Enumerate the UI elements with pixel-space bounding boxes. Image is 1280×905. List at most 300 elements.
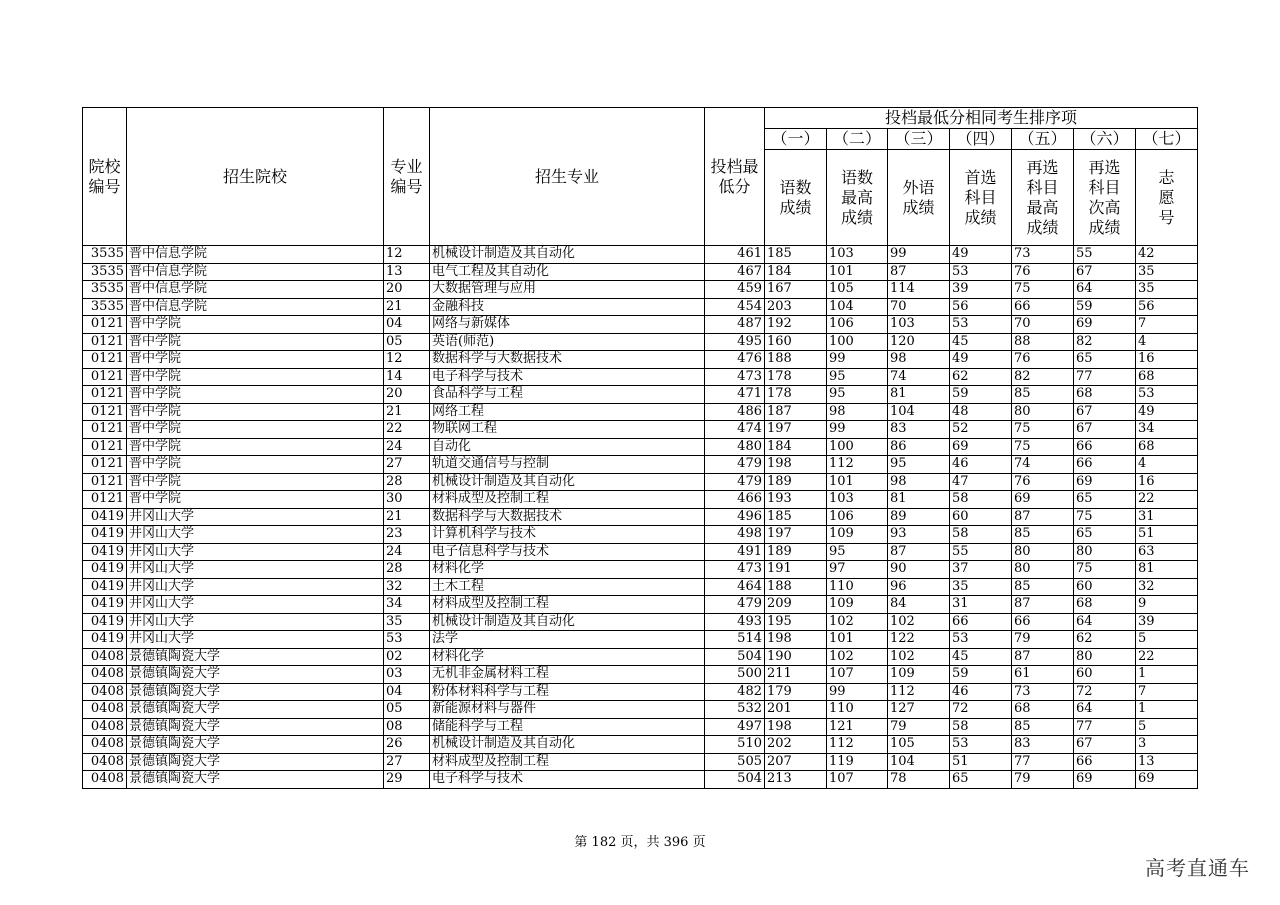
cell-second-subject-second: 69 xyxy=(1074,473,1136,491)
cell-preference-number: 69 xyxy=(1136,771,1198,789)
cell-chinese-math-max: 101 xyxy=(827,473,888,491)
cell-chinese-math-max: 95 xyxy=(827,386,888,404)
cell-major-code: 04 xyxy=(384,316,430,334)
cell-major-name: 英语(师范) xyxy=(430,333,705,351)
cell-major-code: 27 xyxy=(384,456,430,474)
cell-preference-number: 35 xyxy=(1136,281,1198,299)
cell-major-name: 新能源材料与器件 xyxy=(430,701,705,719)
cell-min-score: 504 xyxy=(705,648,765,666)
table-row xyxy=(83,631,1198,649)
cell-first-subject-score: 66 xyxy=(950,613,1012,631)
table-row xyxy=(83,736,1198,754)
cell-preference-number: 22 xyxy=(1136,648,1198,666)
header-tiebreak-label: 语数成绩 xyxy=(765,150,827,246)
cell-major-name: 储能科学与工程 xyxy=(430,718,705,736)
cell-chinese-math-score: 198 xyxy=(765,456,827,474)
cell-chinese-math-score: 184 xyxy=(765,438,827,456)
cell-min-score: 510 xyxy=(705,736,765,754)
cell-second-subject-second: 65 xyxy=(1074,526,1136,544)
cell-chinese-math-score: 191 xyxy=(765,561,827,579)
cell-first-subject-score: 69 xyxy=(950,438,1012,456)
cell-school-name: 晋中学院 xyxy=(127,438,384,456)
header-tiebreak-index: （二） xyxy=(827,129,888,150)
header-tiebreak-index: （四） xyxy=(950,129,1012,150)
cell-min-score: 480 xyxy=(705,438,765,456)
cell-second-subject-max: 75 xyxy=(1012,281,1074,299)
cell-school-code: 3535 xyxy=(83,246,127,264)
cell-foreign-lang-score: 122 xyxy=(888,631,950,649)
cell-chinese-math-max: 107 xyxy=(827,666,888,684)
cell-foreign-lang-score: 81 xyxy=(888,386,950,404)
cell-chinese-math-score: 213 xyxy=(765,771,827,789)
cell-preference-number: 35 xyxy=(1136,263,1198,281)
table-row xyxy=(83,386,1198,404)
cell-second-subject-second: 75 xyxy=(1074,508,1136,526)
cell-first-subject-score: 53 xyxy=(950,263,1012,281)
cell-school-code: 0419 xyxy=(83,526,127,544)
cell-major-name: 大数据管理与应用 xyxy=(430,281,705,299)
cell-chinese-math-max: 106 xyxy=(827,316,888,334)
cell-chinese-math-max: 98 xyxy=(827,403,888,421)
cell-first-subject-score: 49 xyxy=(950,246,1012,264)
cell-school-name: 井冈山大学 xyxy=(127,596,384,614)
header-tiebreak-index: （三） xyxy=(888,129,950,150)
cell-chinese-math-score: 178 xyxy=(765,386,827,404)
cell-chinese-math-score: 203 xyxy=(765,298,827,316)
cell-chinese-math-max: 99 xyxy=(827,683,888,701)
cell-second-subject-max: 85 xyxy=(1012,386,1074,404)
table-row xyxy=(83,368,1198,386)
cell-preference-number: 68 xyxy=(1136,438,1198,456)
table-row xyxy=(83,281,1198,299)
table-row xyxy=(83,473,1198,491)
cell-preference-number: 51 xyxy=(1136,526,1198,544)
cell-second-subject-max: 79 xyxy=(1012,771,1074,789)
cell-min-score: 476 xyxy=(705,351,765,369)
cell-chinese-math-max: 121 xyxy=(827,718,888,736)
cell-min-score: 491 xyxy=(705,543,765,561)
cell-major-name: 机械设计制造及其自动化 xyxy=(430,613,705,631)
cell-major-name: 材料化学 xyxy=(430,561,705,579)
cell-first-subject-score: 53 xyxy=(950,736,1012,754)
cell-min-score: 479 xyxy=(705,473,765,491)
cell-second-subject-second: 67 xyxy=(1074,421,1136,439)
cell-foreign-lang-score: 81 xyxy=(888,491,950,509)
header-tiebreak-label: 外语成绩 xyxy=(888,150,950,246)
table-row xyxy=(83,771,1198,789)
cell-school-code: 0419 xyxy=(83,631,127,649)
header-tiebreak-label: 首选科目成绩 xyxy=(950,150,1012,246)
cell-preference-number: 22 xyxy=(1136,491,1198,509)
cell-school-name: 晋中信息学院 xyxy=(127,298,384,316)
table-row xyxy=(83,543,1198,561)
cell-chinese-math-max: 102 xyxy=(827,648,888,666)
cell-min-score: 461 xyxy=(705,246,765,264)
cell-major-code: 34 xyxy=(384,596,430,614)
cell-second-subject-max: 76 xyxy=(1012,263,1074,281)
cell-chinese-math-max: 110 xyxy=(827,701,888,719)
cell-min-score: 467 xyxy=(705,263,765,281)
cell-second-subject-max: 76 xyxy=(1012,473,1074,491)
cell-second-subject-max: 68 xyxy=(1012,701,1074,719)
header-school-code: 院校编号 xyxy=(83,108,127,246)
cell-school-code: 0408 xyxy=(83,736,127,754)
cell-major-name: 法学 xyxy=(430,631,705,649)
header-major-code: 专业编号 xyxy=(384,108,430,246)
cell-school-code: 3535 xyxy=(83,298,127,316)
cell-min-score: 459 xyxy=(705,281,765,299)
cell-chinese-math-max: 101 xyxy=(827,263,888,281)
cell-major-name: 金融科技 xyxy=(430,298,705,316)
table-row xyxy=(83,613,1198,631)
cell-second-subject-max: 66 xyxy=(1012,298,1074,316)
cell-school-name: 景德镇陶瓷大学 xyxy=(127,683,384,701)
cell-school-code: 0419 xyxy=(83,508,127,526)
cell-chinese-math-score: 197 xyxy=(765,526,827,544)
table-row xyxy=(83,561,1198,579)
cell-second-subject-max: 74 xyxy=(1012,456,1074,474)
cell-major-code: 04 xyxy=(384,683,430,701)
cell-chinese-math-score: 192 xyxy=(765,316,827,334)
cell-major-code: 20 xyxy=(384,386,430,404)
cell-major-code: 02 xyxy=(384,648,430,666)
cell-school-code: 3535 xyxy=(83,281,127,299)
cell-second-subject-max: 61 xyxy=(1012,666,1074,684)
cell-first-subject-score: 65 xyxy=(950,771,1012,789)
cell-foreign-lang-score: 102 xyxy=(888,648,950,666)
cell-second-subject-second: 72 xyxy=(1074,683,1136,701)
cell-second-subject-max: 83 xyxy=(1012,736,1074,754)
header-tiebreak-label: 再选科目最高成绩 xyxy=(1012,150,1074,246)
cell-first-subject-score: 60 xyxy=(950,508,1012,526)
table-row xyxy=(83,333,1198,351)
cell-min-score: 454 xyxy=(705,298,765,316)
cell-preference-number: 4 xyxy=(1136,456,1198,474)
cell-school-name: 井冈山大学 xyxy=(127,526,384,544)
cell-first-subject-score: 59 xyxy=(950,386,1012,404)
watermark-text: 高考直通车 xyxy=(1145,856,1250,880)
cell-first-subject-score: 51 xyxy=(950,753,1012,771)
cell-foreign-lang-score: 78 xyxy=(888,771,950,789)
cell-major-code: 12 xyxy=(384,351,430,369)
cell-chinese-math-score: 198 xyxy=(765,718,827,736)
cell-major-code: 14 xyxy=(384,368,430,386)
table-row xyxy=(83,508,1198,526)
cell-major-code: 21 xyxy=(384,508,430,526)
cell-second-subject-max: 73 xyxy=(1012,683,1074,701)
cell-second-subject-max: 80 xyxy=(1012,543,1074,561)
cell-first-subject-score: 49 xyxy=(950,351,1012,369)
cell-min-score: 500 xyxy=(705,666,765,684)
cell-foreign-lang-score: 83 xyxy=(888,421,950,439)
table-row xyxy=(83,526,1198,544)
header-tiebreak-index: （六） xyxy=(1074,129,1136,150)
cell-chinese-math-score: 190 xyxy=(765,648,827,666)
cell-first-subject-score: 31 xyxy=(950,596,1012,614)
cell-first-subject-score: 55 xyxy=(950,543,1012,561)
cell-major-name: 网络与新媒体 xyxy=(430,316,705,334)
cell-preference-number: 1 xyxy=(1136,701,1198,719)
cell-second-subject-second: 82 xyxy=(1074,333,1136,351)
cell-second-subject-second: 80 xyxy=(1074,648,1136,666)
table-row xyxy=(83,596,1198,614)
table-row xyxy=(83,263,1198,281)
cell-foreign-lang-score: 112 xyxy=(888,683,950,701)
header-tiebreak-group: 投档最低分相同考生排序项 xyxy=(765,108,1198,129)
cell-second-subject-second: 65 xyxy=(1074,491,1136,509)
page-footer: 第 182 页，共 396 页 xyxy=(574,835,706,850)
cell-school-code: 3535 xyxy=(83,263,127,281)
cell-preference-number: 56 xyxy=(1136,298,1198,316)
cell-major-name: 食品科学与工程 xyxy=(430,386,705,404)
cell-first-subject-score: 47 xyxy=(950,473,1012,491)
cell-preference-number: 53 xyxy=(1136,386,1198,404)
cell-major-code: 32 xyxy=(384,578,430,596)
cell-school-name: 景德镇陶瓷大学 xyxy=(127,736,384,754)
cell-second-subject-max: 75 xyxy=(1012,421,1074,439)
cell-preference-number: 16 xyxy=(1136,351,1198,369)
table-row xyxy=(83,421,1198,439)
cell-second-subject-max: 85 xyxy=(1012,578,1074,596)
table-row xyxy=(83,456,1198,474)
cell-chinese-math-score: 179 xyxy=(765,683,827,701)
cell-second-subject-second: 64 xyxy=(1074,701,1136,719)
table-row xyxy=(83,316,1198,334)
cell-school-name: 景德镇陶瓷大学 xyxy=(127,771,384,789)
cell-major-code: 05 xyxy=(384,701,430,719)
cell-min-score: 486 xyxy=(705,403,765,421)
cell-second-subject-second: 59 xyxy=(1074,298,1136,316)
cell-min-score: 479 xyxy=(705,456,765,474)
cell-school-code: 0121 xyxy=(83,438,127,456)
table-row xyxy=(83,438,1198,456)
cell-major-name: 网络工程 xyxy=(430,403,705,421)
cell-second-subject-second: 69 xyxy=(1074,316,1136,334)
cell-second-subject-max: 80 xyxy=(1012,561,1074,579)
cell-school-code: 0419 xyxy=(83,613,127,631)
cell-min-score: 495 xyxy=(705,333,765,351)
cell-chinese-math-max: 109 xyxy=(827,596,888,614)
cell-chinese-math-max: 95 xyxy=(827,543,888,561)
cell-major-code: 26 xyxy=(384,736,430,754)
cell-school-name: 晋中学院 xyxy=(127,351,384,369)
cell-school-name: 井冈山大学 xyxy=(127,631,384,649)
cell-major-name: 数据科学与大数据技术 xyxy=(430,508,705,526)
cell-second-subject-second: 60 xyxy=(1074,578,1136,596)
cell-foreign-lang-score: 93 xyxy=(888,526,950,544)
cell-major-code: 28 xyxy=(384,473,430,491)
cell-first-subject-score: 37 xyxy=(950,561,1012,579)
cell-second-subject-second: 67 xyxy=(1074,736,1136,754)
cell-chinese-math-score: 188 xyxy=(765,578,827,596)
cell-second-subject-second: 65 xyxy=(1074,351,1136,369)
cell-school-name: 井冈山大学 xyxy=(127,613,384,631)
cell-preference-number: 63 xyxy=(1136,543,1198,561)
cell-preference-number: 5 xyxy=(1136,718,1198,736)
cell-foreign-lang-score: 90 xyxy=(888,561,950,579)
cell-school-name: 晋中学院 xyxy=(127,473,384,491)
cell-major-code: 30 xyxy=(384,491,430,509)
cell-second-subject-max: 85 xyxy=(1012,718,1074,736)
header-min-score: 投档最低分 xyxy=(705,108,765,246)
cell-school-name: 晋中学院 xyxy=(127,316,384,334)
cell-min-score: 466 xyxy=(705,491,765,509)
cell-first-subject-score: 58 xyxy=(950,718,1012,736)
cell-chinese-math-score: 178 xyxy=(765,368,827,386)
cell-second-subject-max: 87 xyxy=(1012,596,1074,614)
cell-chinese-math-score: 187 xyxy=(765,403,827,421)
cell-school-name: 景德镇陶瓷大学 xyxy=(127,753,384,771)
header-tiebreak-label: 语数最高成绩 xyxy=(827,150,888,246)
cell-major-name: 计算机科学与技术 xyxy=(430,526,705,544)
cell-first-subject-score: 53 xyxy=(950,631,1012,649)
cell-preference-number: 31 xyxy=(1136,508,1198,526)
header-tiebreak-label: 志愿号 xyxy=(1136,150,1198,246)
cell-major-name: 材料成型及控制工程 xyxy=(430,491,705,509)
cell-foreign-lang-score: 109 xyxy=(888,666,950,684)
header-major-name: 招生专业 xyxy=(430,108,705,246)
cell-major-code: 24 xyxy=(384,438,430,456)
cell-school-code: 0121 xyxy=(83,316,127,334)
cell-chinese-math-score: 167 xyxy=(765,281,827,299)
cell-major-code: 29 xyxy=(384,771,430,789)
cell-first-subject-score: 39 xyxy=(950,281,1012,299)
cell-school-code: 0121 xyxy=(83,386,127,404)
cell-major-code: 20 xyxy=(384,281,430,299)
cell-school-name: 晋中学院 xyxy=(127,386,384,404)
cell-major-name: 无机非金属材料工程 xyxy=(430,666,705,684)
cell-second-subject-second: 68 xyxy=(1074,596,1136,614)
cell-preference-number: 9 xyxy=(1136,596,1198,614)
cell-school-code: 0121 xyxy=(83,456,127,474)
cell-first-subject-score: 72 xyxy=(950,701,1012,719)
table-row xyxy=(83,351,1198,369)
cell-second-subject-max: 75 xyxy=(1012,438,1074,456)
cell-preference-number: 7 xyxy=(1136,683,1198,701)
cell-chinese-math-max: 109 xyxy=(827,526,888,544)
cell-second-subject-max: 80 xyxy=(1012,403,1074,421)
cell-chinese-math-score: 189 xyxy=(765,473,827,491)
cell-second-subject-max: 73 xyxy=(1012,246,1074,264)
cell-chinese-math-max: 99 xyxy=(827,351,888,369)
cell-foreign-lang-score: 95 xyxy=(888,456,950,474)
cell-chinese-math-score: 211 xyxy=(765,666,827,684)
cell-chinese-math-max: 100 xyxy=(827,333,888,351)
cell-preference-number: 68 xyxy=(1136,368,1198,386)
table-row xyxy=(83,578,1198,596)
cell-chinese-math-score: 207 xyxy=(765,753,827,771)
cell-school-name: 晋中学院 xyxy=(127,403,384,421)
cell-min-score: 487 xyxy=(705,316,765,334)
cell-preference-number: 16 xyxy=(1136,473,1198,491)
cell-school-name: 景德镇陶瓷大学 xyxy=(127,701,384,719)
cell-school-name: 晋中信息学院 xyxy=(127,263,384,281)
table-row xyxy=(83,246,1198,264)
cell-preference-number: 32 xyxy=(1136,578,1198,596)
cell-major-name: 电气工程及其自动化 xyxy=(430,263,705,281)
cell-school-code: 0408 xyxy=(83,771,127,789)
cell-foreign-lang-score: 79 xyxy=(888,718,950,736)
cell-foreign-lang-score: 98 xyxy=(888,351,950,369)
cell-preference-number: 7 xyxy=(1136,316,1198,334)
cell-preference-number: 34 xyxy=(1136,421,1198,439)
cell-foreign-lang-score: 86 xyxy=(888,438,950,456)
cell-foreign-lang-score: 103 xyxy=(888,316,950,334)
cell-chinese-math-max: 99 xyxy=(827,421,888,439)
cell-second-subject-second: 75 xyxy=(1074,561,1136,579)
cell-major-name: 数据科学与大数据技术 xyxy=(430,351,705,369)
cell-first-subject-score: 52 xyxy=(950,421,1012,439)
cell-chinese-math-max: 95 xyxy=(827,368,888,386)
cell-major-code: 12 xyxy=(384,246,430,264)
cell-school-name: 景德镇陶瓷大学 xyxy=(127,666,384,684)
cell-min-score: 474 xyxy=(705,421,765,439)
cell-chinese-math-score: 189 xyxy=(765,543,827,561)
table-row xyxy=(83,403,1198,421)
table-row xyxy=(83,718,1198,736)
cell-foreign-lang-score: 104 xyxy=(888,753,950,771)
cell-major-code: 21 xyxy=(384,403,430,421)
admission-score-table xyxy=(82,107,1198,789)
cell-first-subject-score: 45 xyxy=(950,333,1012,351)
table-row xyxy=(83,298,1198,316)
cell-chinese-math-max: 101 xyxy=(827,631,888,649)
cell-chinese-math-max: 103 xyxy=(827,491,888,509)
cell-foreign-lang-score: 99 xyxy=(888,246,950,264)
cell-chinese-math-score: 188 xyxy=(765,351,827,369)
cell-school-code: 0121 xyxy=(83,473,127,491)
cell-second-subject-max: 76 xyxy=(1012,351,1074,369)
cell-second-subject-max: 69 xyxy=(1012,491,1074,509)
cell-min-score: 493 xyxy=(705,613,765,631)
cell-preference-number: 3 xyxy=(1136,736,1198,754)
cell-second-subject-max: 85 xyxy=(1012,526,1074,544)
cell-second-subject-second: 69 xyxy=(1074,771,1136,789)
cell-second-subject-second: 66 xyxy=(1074,438,1136,456)
cell-first-subject-score: 45 xyxy=(950,648,1012,666)
cell-chinese-math-score: 201 xyxy=(765,701,827,719)
cell-chinese-math-score: 202 xyxy=(765,736,827,754)
cell-school-code: 0419 xyxy=(83,543,127,561)
cell-first-subject-score: 53 xyxy=(950,316,1012,334)
cell-major-code: 53 xyxy=(384,631,430,649)
cell-second-subject-max: 70 xyxy=(1012,316,1074,334)
cell-first-subject-score: 58 xyxy=(950,491,1012,509)
cell-major-name: 土木工程 xyxy=(430,578,705,596)
cell-chinese-math-max: 110 xyxy=(827,578,888,596)
cell-chinese-math-max: 100 xyxy=(827,438,888,456)
cell-major-name: 粉体材料科学与工程 xyxy=(430,683,705,701)
cell-second-subject-max: 87 xyxy=(1012,648,1074,666)
cell-first-subject-score: 35 xyxy=(950,578,1012,596)
table-row xyxy=(83,648,1198,666)
cell-preference-number: 4 xyxy=(1136,333,1198,351)
cell-major-name: 自动化 xyxy=(430,438,705,456)
cell-school-code: 0419 xyxy=(83,578,127,596)
cell-foreign-lang-score: 87 xyxy=(888,263,950,281)
cell-second-subject-max: 88 xyxy=(1012,333,1074,351)
cell-second-subject-max: 82 xyxy=(1012,368,1074,386)
cell-chinese-math-score: 184 xyxy=(765,263,827,281)
cell-foreign-lang-score: 120 xyxy=(888,333,950,351)
cell-first-subject-score: 58 xyxy=(950,526,1012,544)
cell-major-code: 27 xyxy=(384,753,430,771)
cell-school-code: 0121 xyxy=(83,491,127,509)
cell-major-code: 05 xyxy=(384,333,430,351)
cell-school-code: 0121 xyxy=(83,421,127,439)
cell-school-name: 晋中学院 xyxy=(127,421,384,439)
cell-min-score: 473 xyxy=(705,368,765,386)
